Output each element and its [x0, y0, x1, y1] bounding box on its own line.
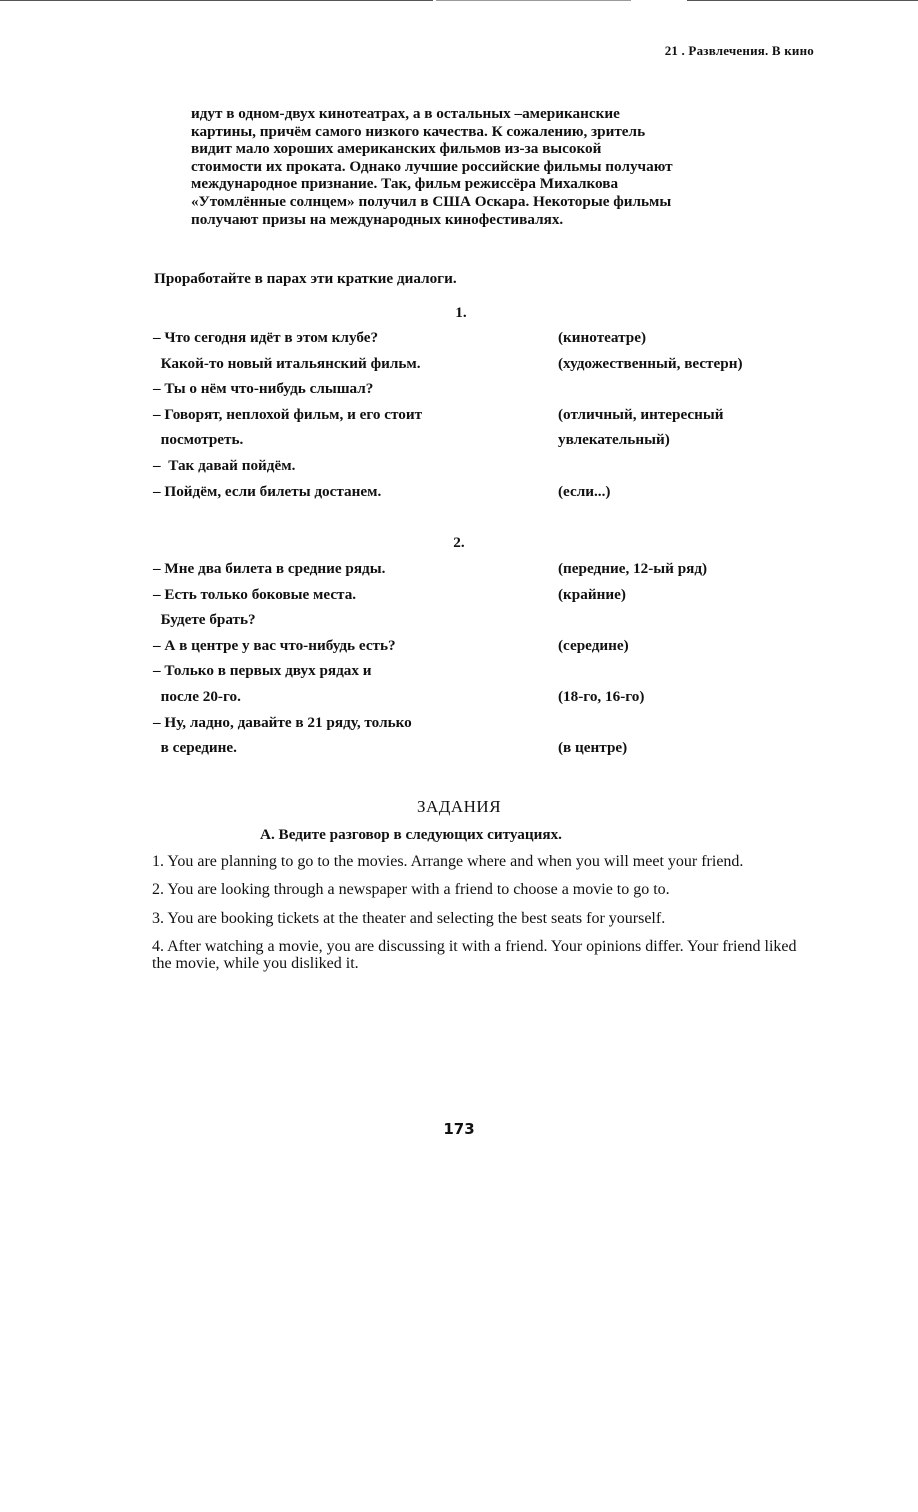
dialog-row [153, 380, 833, 406]
task-item: 3. You are booking tickets at the theater and selecting the best seats for yourself. [152, 909, 666, 927]
page-number: 173 [443, 1120, 475, 1138]
dialog-row [153, 586, 833, 612]
dialog-row [153, 560, 833, 586]
dialog-line: – Есть только боковые места. [153, 585, 357, 603]
dialog-alternative: (передние, 12-ый ряд) [558, 560, 708, 577]
top-rule-left [0, 0, 433, 1]
dialog-alternative: (если...) [558, 482, 611, 500]
dialog-line: – Пойдём, если билеты достанем. [153, 482, 382, 500]
dialog-alternative: (кинотеатре) [558, 329, 646, 346]
tasks-section-title: ЗАДАНИЯ [416, 797, 502, 816]
dialog-line: Будете брать? [153, 611, 256, 629]
task-item: 2. You are looking through a newspaper with a friend to choose a movie to go to. [152, 881, 670, 899]
dialog-line: – Мне два билета в средние ряды. [153, 560, 386, 577]
top-rule-right [687, 0, 918, 1]
dialog-row [153, 688, 833, 714]
intro-line: международное признание. Так, фильм режиссёра Михалкова [191, 175, 619, 193]
dialog-line: – Что сегодня идёт в этом клубе? [153, 329, 379, 346]
running-header: 21 . Развлечения. В кино [664, 43, 814, 58]
dialog-2 [153, 560, 833, 765]
dialog-1-number: 1. [455, 304, 467, 321]
dialog-row [153, 431, 833, 457]
dialog-alternative: (художественный, вестерн) [558, 354, 743, 372]
dialog-line: – Ну, ладно, давайте в 21 ряду, только [153, 713, 412, 731]
task-list [152, 854, 800, 984]
dialog-row [153, 457, 833, 483]
dialog-instruction: Проработайте в парах эти краткие диалоги. [154, 270, 457, 287]
dialog-alternative: увлекательный) [558, 431, 670, 449]
dialog-row [153, 329, 833, 355]
dialog-alternative: (крайние) [558, 585, 626, 603]
dialog-line: – Говорят, неплохой фильм, и его стоит [153, 405, 423, 423]
dialog-row [153, 662, 833, 688]
dialog-row [153, 355, 833, 381]
dialog-row [153, 406, 833, 432]
dialog-alternative: (в центре) [558, 739, 628, 757]
task-item: 1. You are planning to go to the movies. Arrange where and when you will meet your friend. [152, 853, 744, 870]
dialog-alternative: (середине) [558, 636, 629, 654]
dialog-1 [153, 329, 833, 508]
intro-line: идут в одном-двух кинотеатрах, а в остальных –американские [191, 105, 620, 122]
dialog-row [153, 714, 833, 740]
task-item: 4. After watching a movie, you are discussing it with a friend. Your opinions differ. Your friend liked the movie, while you disliked it. [152, 938, 797, 972]
tasks-section-subtitle: А. Ведите разговор в следующих ситуациях. [260, 826, 562, 843]
dialog-line: в середине. [153, 739, 237, 757]
dialog-alternative: (18-го, 16-го) [558, 687, 645, 705]
dialog-line: – Так давай пойдём. [153, 456, 296, 474]
dialog-row [153, 611, 833, 637]
dialog-line: посмотреть. [153, 431, 244, 449]
intro-line: «Утомлённые солнцем» получил в США Оскара. Некоторые фильмы [191, 192, 672, 210]
dialog-row [153, 483, 833, 509]
dialog-alternative: (отличный, интересный [558, 405, 724, 423]
intro-line: стоимости их проката. Однако лучшие российские фильмы получают [191, 157, 673, 175]
dialog-row [153, 637, 833, 663]
dialog-line: – Ты о нём что-нибудь слышал? [153, 380, 374, 398]
intro-line: картины, причём самого низкого качества. К сожалению, зритель [191, 122, 646, 140]
dialog-2-number: 2. [453, 534, 465, 551]
intro-line: видит мало хороших американских фильмов из-за высокой [191, 140, 602, 158]
intro-line: получают призы на международных кинофестивалях. [191, 210, 564, 228]
intro-paragraph [191, 105, 821, 228]
dialog-line: после 20-го. [153, 687, 241, 705]
top-rule-middle [436, 0, 631, 1]
dialog-line: – Только в первых двух рядах и [153, 662, 372, 680]
dialog-line: – А в центре у вас что-нибудь есть? [153, 636, 396, 654]
dialog-line: Какой-то новый итальянский фильм. [153, 354, 421, 372]
dialog-row [153, 739, 833, 765]
